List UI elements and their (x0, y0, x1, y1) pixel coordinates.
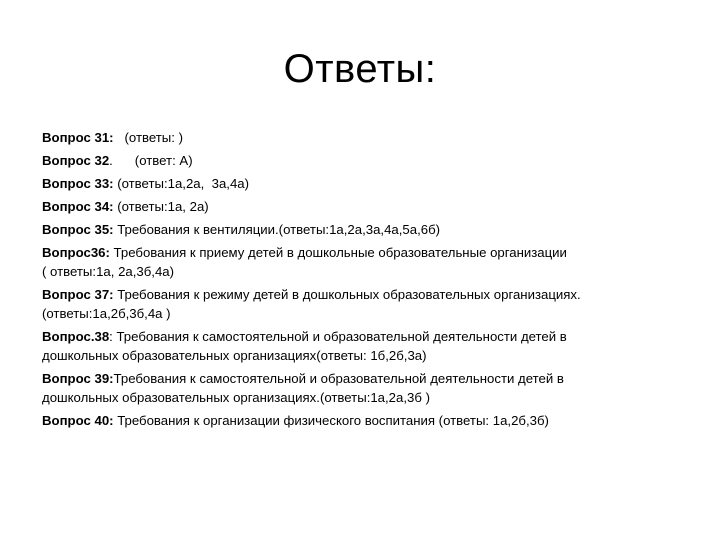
slide-title: Ответы: (283, 47, 437, 91)
answer-text: . (ответ: А) (109, 153, 193, 168)
answer-item (42, 220, 682, 239)
answer-item (42, 174, 682, 193)
answer-text: Требования к организации физического воспитания (ответы: 1а,2б,3б) (113, 413, 549, 428)
answer-text: (ответы:1а, 2а) (113, 199, 209, 214)
answer-item (42, 197, 682, 216)
answer-text: (ответы:1а,2а, 3а,4а) (113, 176, 250, 191)
question-label: Вопрос.38 (42, 329, 110, 344)
answer-text: Требования к самостоятельной и образовательной деятельности детей в дошкольных образовательных организациях.(ответы:1а,2а,3б ) (42, 371, 564, 405)
question-label: Вопрос 31: (42, 130, 114, 145)
question-label: Вопрос36: (42, 245, 110, 260)
question-label: Вопрос 37: (42, 287, 114, 302)
answer-item (42, 151, 682, 170)
answer-item (42, 285, 682, 323)
question-label: Вопрос 32 (42, 153, 110, 168)
question-label: Вопрос 35: (42, 222, 114, 237)
answer-text: Требования к вентиляции.(ответы:1а,2а,3а,4а,5а,6б) (113, 222, 441, 237)
answer-item (42, 369, 682, 407)
question-label: Вопрос 34: (42, 199, 114, 214)
answer-item (42, 128, 682, 147)
question-label: Вопрос 40: (42, 413, 114, 428)
answer-text: : Требования к самостоятельной и образовательной деятельности детей в дошкольных образовательных организациях(ответы: 1б,2б,3а) (42, 329, 567, 363)
question-label: Вопрос 39: (42, 371, 114, 386)
answer-text: Требования к режиму детей в дошкольных образовательных организациях. (ответы:1а,2б,3б,4а ) (42, 287, 581, 321)
answer-item (42, 243, 682, 281)
question-label: Вопрос 33: (42, 176, 114, 191)
answer-item (42, 327, 682, 365)
answer-text: Требования к приему детей в дошкольные образовательные организации ( ответы:1а, 2а,3б,4а) (42, 245, 567, 279)
answer-text: (ответы: ) (113, 130, 184, 145)
answer-item (42, 411, 682, 430)
answers-list (42, 128, 682, 434)
